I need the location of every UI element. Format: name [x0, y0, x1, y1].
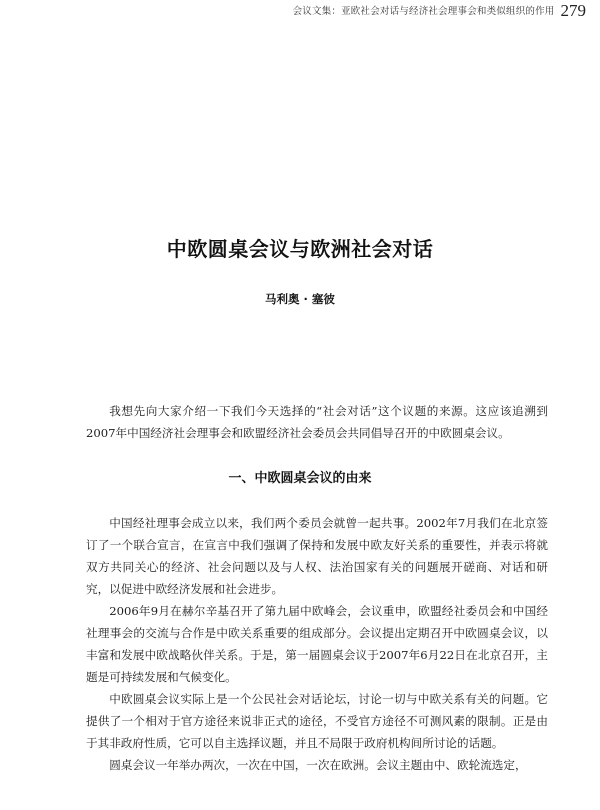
- running-title: 会议文集：亚欧社会对话与经济社会理事会和类似组织的作用: [292, 6, 555, 17]
- running-header: [293, 2, 586, 19]
- intro-section: [86, 400, 548, 444]
- paragraph: 2006年9月在赫尔辛基召开了第九届中欧峰会，会议重申，欧盟经社委员会和中国经社理事会的交流与合作是中欧关系重要的组成部分。会议提出定期召开中欧圆桌会议，以丰富和发展中欧战略伙伴关系。于是，第一届圆桌会议于2007年6月22日在北京召开，主题是可持续发展和气候变化。: [86, 604, 548, 684]
- paragraph: 中欧圆桌会议实际上是一个公民社会对话论坛，讨论一切与中欧关系有关的问题。它提供了一个相对于官方途径来说非正式的途径，不受官方途径不可测风素的限制。正是由于其非政府性质，它可以自主选择议题，并且不局限于政府机构间所讨论的话题。: [86, 692, 548, 750]
- paragraph: 中国经社理事会成立以来，我们两个委员会就曾一起共事。2002年7月我们在北京签订了一个联合宣言，在宣言中我们强调了保持和发展中欧友好关系的重要性，并表示将就双方共同关心的经济、社会问题以及与人权、法治国家有关的问题展开磋商、对话和研究，以促进中欧经济发展和社会进步。: [86, 516, 548, 596]
- page-number: 279: [560, 1, 586, 20]
- paragraph: 圆桌会议一年举办两次，一次在中国，一次在欧洲。会议主题由中、欧轮流选定，: [109, 758, 527, 772]
- section-heading: 一、中欧圆桌会议的由来: [228, 471, 372, 486]
- article-title: 中欧圆桌会议与欧洲社会对话: [166, 237, 434, 261]
- section-body: [86, 512, 548, 776]
- intro-paragraph: 我想先向大家介绍一下我们今天选择的“社会对话”这个议题的来源。这应该追溯到2007年中国经济社会理事会和欧盟经济社会委员会共同倡导召开的中欧圆桌会议。: [86, 404, 548, 440]
- author-name: 马利奥 · 塞彼: [265, 292, 335, 306]
